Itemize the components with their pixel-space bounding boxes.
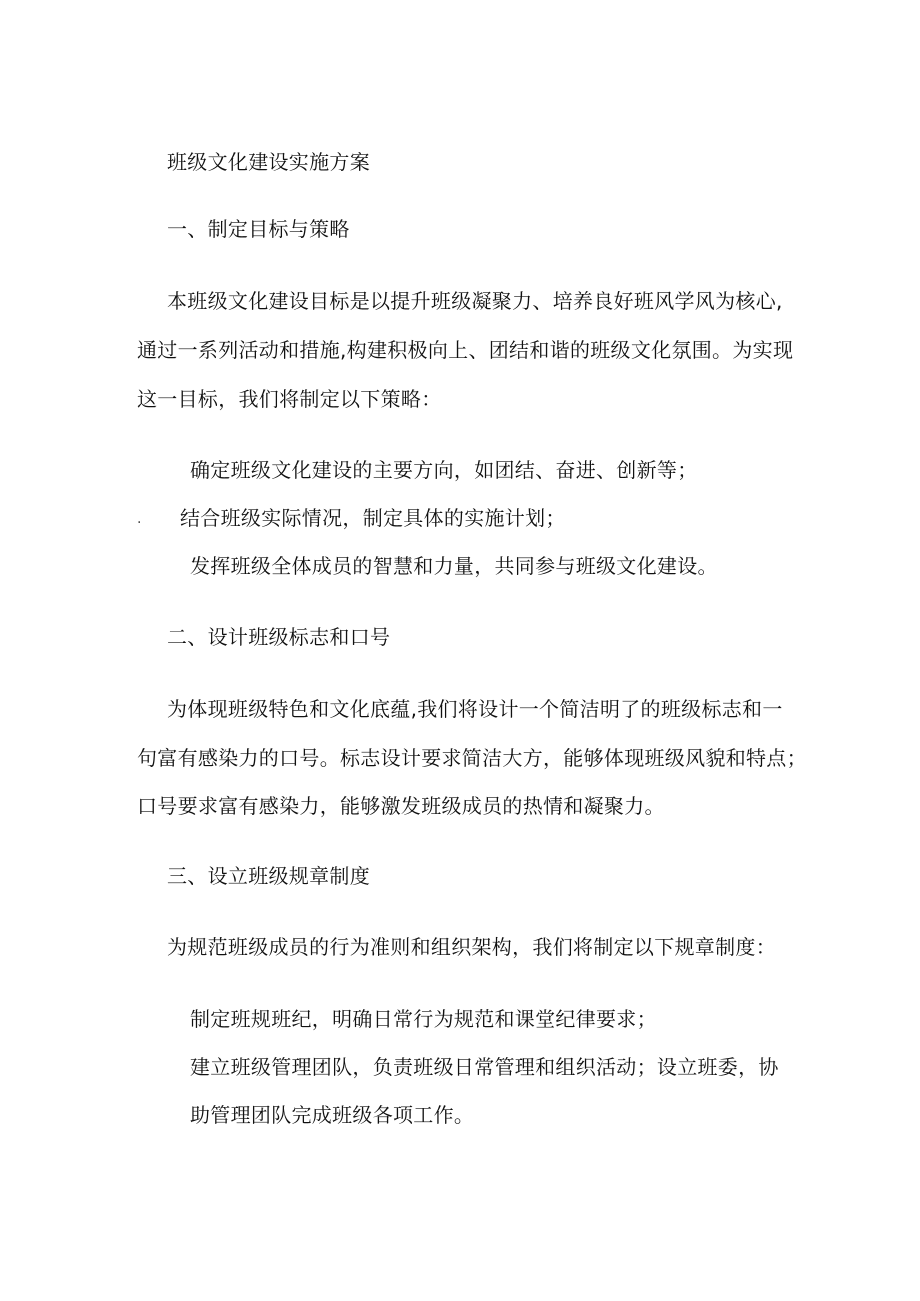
section-1-item-3: 发挥班级全体成员的智慧和力量，共同参与班级文化建设。 [190,554,718,578]
section-2-paragraph-line-1: 为体现班级特色和文化底蕴,我们将设计一个简洁明了的班级标志和一 [167,697,783,721]
section-2-paragraph-line-3: 口号要求富有感染力，能够激发班级成员的热情和凝聚力。 [137,794,665,818]
section-3-heading: 三、设立班级规章制度 [167,864,370,888]
document-title: 班级文化建设实施方案 [167,150,370,174]
section-1-item-2: 结合班级实际情况，制定具体的实施计划； [180,506,566,530]
section-3-item-1: 制定班规班纪，明确日常行为规范和课堂纪律要求； [190,1007,657,1031]
section-2-heading: 二、设计班级标志和口号 [167,625,391,649]
section-3-paragraph-line-1: 为规范班级成员的行为准则和组织架构，我们将制定以下规章制度： [167,935,776,959]
section-1-paragraph-line-3: 这一目标，我们将制定以下策略： [137,387,442,411]
section-1-paragraph-line-1: 本班级文化建设目标是以提升班级凝聚力、培养良好班风学风为核心, [167,289,783,313]
stray-dot-mark: . [137,511,142,527]
section-2-paragraph-line-2: 句富有感染力的口号。标志设计要求简洁大方，能够体现班级风貌和特点； [137,746,807,770]
section-1-item-1: 确定班级文化建设的主要方向，如团结、奋进、创新等； [190,458,698,482]
section-1-paragraph-line-2: 通过一系列活动和措施,构建积极向上、团结和谐的班级文化氛围。为实现 [137,338,794,362]
section-1-heading: 一、制定目标与策略 [167,217,350,241]
section-3-item-2-continuation: 助管理团队完成班级各项工作。 [190,1103,475,1127]
section-3-item-2: 建立班级管理团队，负责班级日常管理和组织活动；设立班委，协 [190,1055,779,1079]
